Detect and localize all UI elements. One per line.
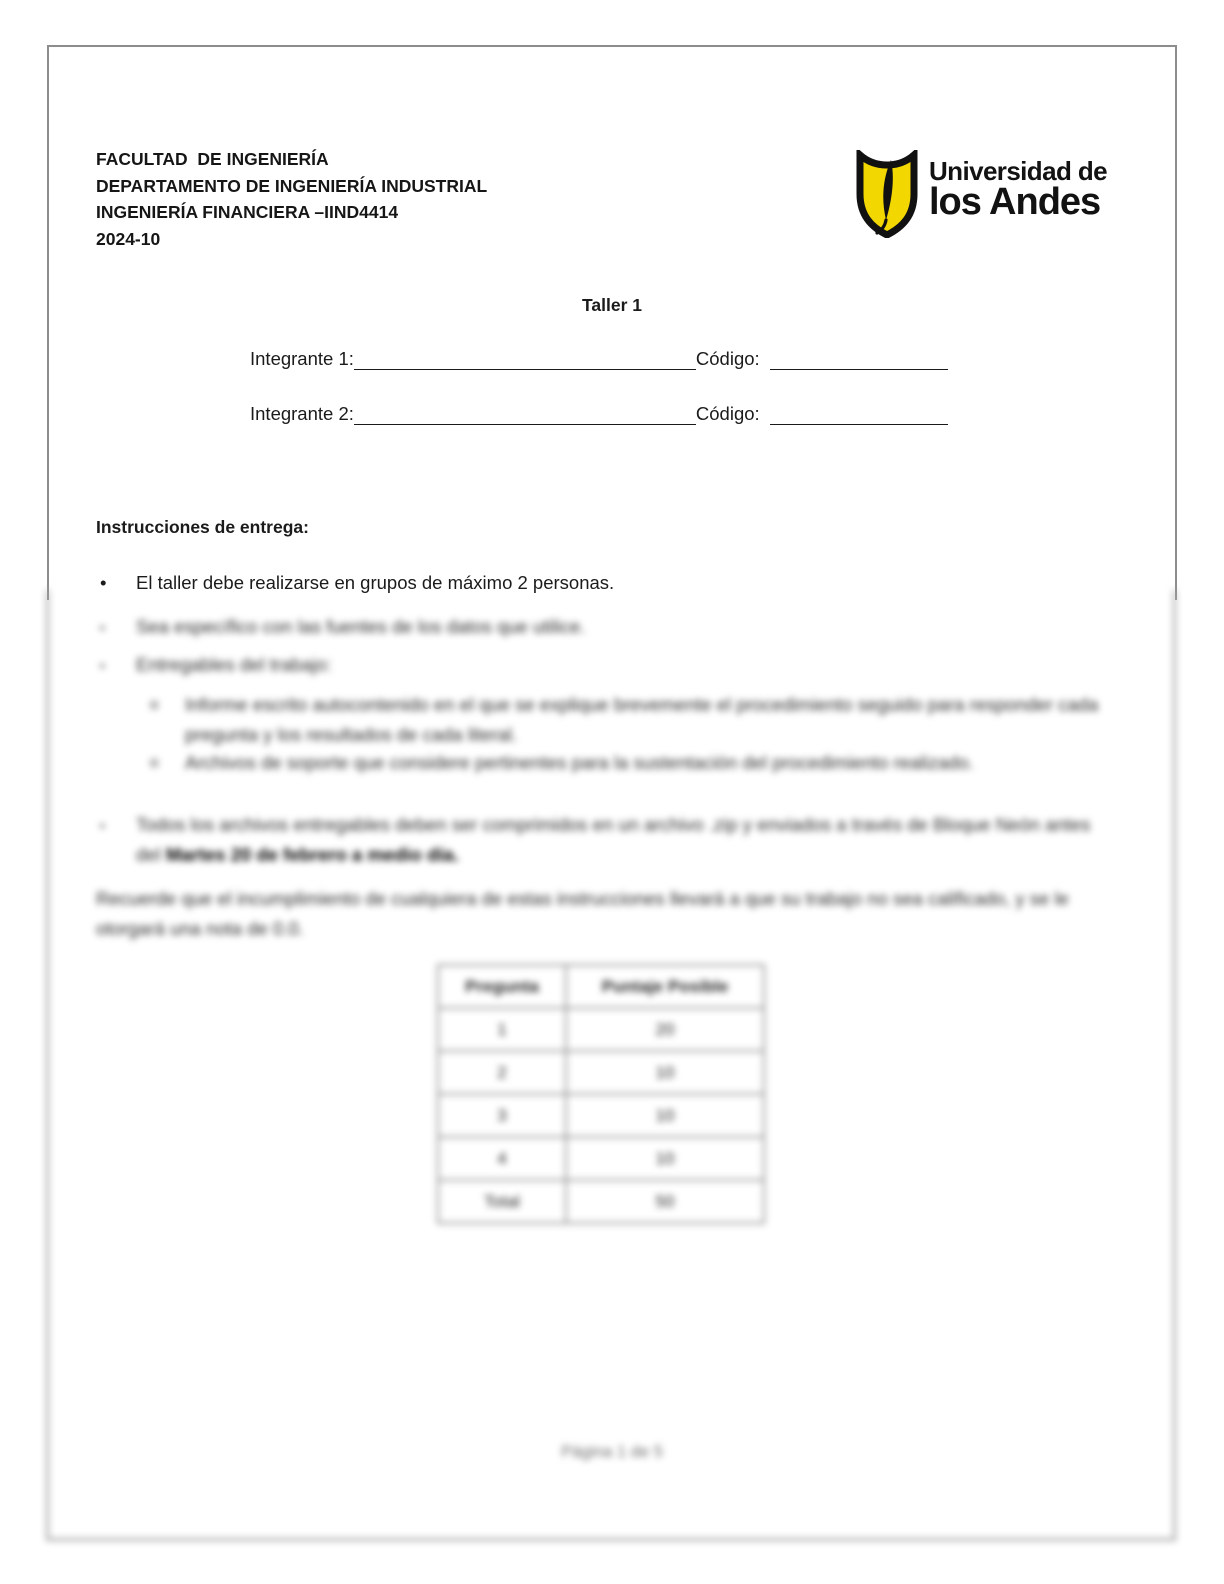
- bullet-submission: [100, 810, 1115, 870]
- table-row: [438, 1180, 764, 1223]
- points-cell: 20: [566, 1008, 764, 1051]
- sub-bullet-files: [150, 748, 1125, 778]
- bullet-circle-icon: o: [150, 754, 159, 771]
- grading-table-header-pregunta: Pregunta: [438, 965, 566, 1008]
- question-cell: 2: [438, 1051, 566, 1094]
- bullet-data-sources: [100, 612, 1120, 643]
- question-cell: 4: [438, 1137, 566, 1180]
- bullet-submission-normal: Todos los archivos entregables deben ser comprimidos en un archivo .zip y enviados a través de Bloque Neón antes del: [136, 814, 1091, 865]
- document-title: Taller 1: [582, 295, 642, 315]
- table-row: [438, 1008, 764, 1051]
- table-row: [438, 1094, 764, 1137]
- faculty-line: FACULTAD DE INGENIERÍA: [96, 149, 329, 169]
- bullet-deliverables: [100, 650, 1120, 681]
- sub-bullet-report-text: Informe escrito autocontenido en el que se explique brevemente el procedimiento seguido para responder cada pregunta y los resultados de cada literal.: [185, 694, 1099, 745]
- member-2-code-blank: [770, 403, 948, 425]
- member-1-name-blank: [354, 348, 696, 370]
- member-2-label: Integrante 2:: [250, 403, 354, 424]
- question-cell: 3: [438, 1094, 566, 1137]
- page-number: Página 1 de 5: [561, 1443, 663, 1461]
- bullet-square-icon: ▪: [100, 818, 105, 833]
- sub-bullet-files-text: Archivos de soporte que considere pertinentes para la sustentación del procedimiento realizado.: [185, 752, 974, 773]
- member-2-code-label: Código:: [695, 403, 760, 424]
- warning-paragraph: Recuerde que el incumplimiento de cualquiera de estas instrucciones llevará a que su trabajo no sea calificado, y se le otorgará una nota de 0.0.: [96, 888, 1069, 939]
- blurred-region: [0, 598, 1224, 1558]
- course-header: [96, 146, 487, 252]
- member-1-code-label: Código:: [695, 348, 760, 369]
- question-cell: 1: [438, 1008, 566, 1051]
- department-line: DEPARTAMENTO DE INGENIERÍA INDUSTRIAL: [96, 175, 488, 196]
- points-cell: 10: [566, 1094, 764, 1137]
- total-cell: Total: [438, 1180, 566, 1223]
- bullet-square-icon: ▪: [100, 620, 105, 635]
- grading-table: [437, 964, 765, 1224]
- bullet-disc-icon: •: [100, 572, 107, 593]
- member-2-name-blank: [354, 403, 696, 425]
- total-points-cell: 50: [566, 1180, 764, 1223]
- grading-table-header-puntaje: Puntaje Posible: [566, 965, 764, 1008]
- logo-wordmark-line2: los Andes: [929, 181, 1101, 223]
- logo-wordmark-line1: Universidad de: [929, 156, 1107, 186]
- bullet-circle-icon: o: [150, 696, 159, 713]
- term-line: 2024-10: [96, 228, 161, 249]
- sub-bullet-report: [150, 690, 1125, 750]
- uniandes-shield-icon: [856, 150, 918, 243]
- bullet-submission-deadline: Martes 20 de febrero a medio día.: [165, 844, 459, 865]
- instructions-heading: Instrucciones de entrega:: [96, 517, 309, 537]
- member-row-2: [250, 403, 990, 425]
- member-row-1: [250, 348, 990, 370]
- bullet-data-sources-text: Sea específico con las fuentes de los datos que utilice.: [136, 616, 586, 637]
- table-row: [438, 1051, 764, 1094]
- points-cell: 10: [566, 1051, 764, 1094]
- bullet-submission-text: [136, 810, 1115, 870]
- logo-wordmark: [929, 150, 1107, 223]
- member-1-code-blank: [770, 348, 948, 370]
- grading-table-header-row: [438, 965, 764, 1008]
- bullet-deliverables-text: Entregables del trabajo:: [136, 654, 332, 675]
- university-logo: [856, 150, 1107, 243]
- bullet-group-size-text: El taller debe realizarse en grupos de máximo 2 personas.: [136, 572, 615, 593]
- course-line: INGENIERÍA FINANCIERA –IIND4414: [96, 202, 399, 222]
- bullet-square-icon: ▪: [100, 658, 105, 673]
- points-cell: 10: [566, 1137, 764, 1180]
- member-1-label: Integrante 1:: [250, 348, 354, 369]
- table-row: [438, 1137, 764, 1180]
